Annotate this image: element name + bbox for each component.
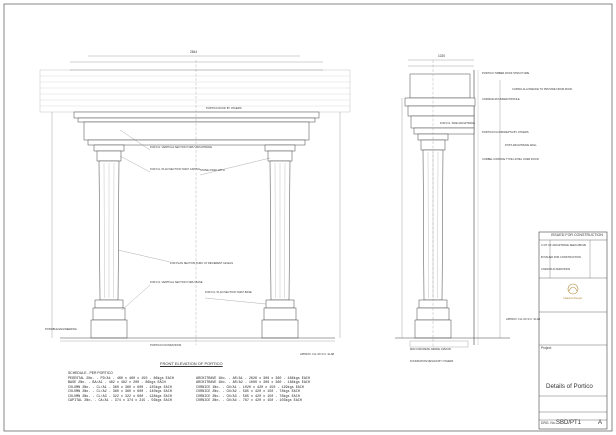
side-note-roof: PORTICO TIMBER ROOF STRUCTURE	[482, 72, 530, 75]
side-note-coping: COPING ALLOWANCE TO PROVIDE FROM ROOF	[512, 88, 573, 91]
drawing-number: SBD/PT1	[556, 420, 582, 426]
title-block-frame	[539, 232, 607, 429]
issue-status: ISSUED FOR CONSTRUCTION	[551, 233, 603, 237]
schedule-row: BASE 2No. - BA/A1 - 482 x 482 x 200 - 86kgs EACH	[68, 381, 166, 386]
schedule-row: COLUMN 2No. - CL/A3 - 322 x 322 x 600 - 128kgs EACH	[68, 394, 172, 399]
front-note-plan-base: FOR F.G. PLAN SECTION THRU' BASE	[205, 291, 252, 294]
drawing-number-label: DRG. No:-	[541, 421, 557, 425]
schedule-row: PEDESTAL 2No. - PD/A1 - 460 x 460 x 150 - 86kgs EACH	[68, 377, 174, 381]
side-note-cornice: CORNICE ROUNDED PROFILE	[482, 98, 520, 101]
side-elevation	[395, 60, 510, 350]
side-note-wall: POST ARCHITRAVE WALL	[505, 144, 537, 147]
schedule-row: CAPITAL 2No. - CA/A1 - 374 x 374 x 215 - 56kgs EACH	[68, 399, 172, 404]
schedule-right	[196, 377, 310, 403]
side-overall-dim: 1020	[438, 54, 446, 58]
front-note-roof: PORTICO ROOF BY OTHERS	[206, 107, 242, 110]
side-foundation-note: FOUNDATION DESIGN BY OTHERS	[410, 360, 454, 363]
side-slab-note: APPROX. LVL OF R.C. SLAB	[506, 318, 541, 321]
side-note-corbel: CORBEL CORNICE TYPE LINTEL OVER DOOR	[482, 158, 539, 161]
revision-row: C FIT OF ARCHITRAVE SEEN ABOVE	[541, 244, 587, 247]
schedule-row: COLUMN 2No. - CL/A2 - 360 x 360 x 600 - 140kgs EACH	[68, 390, 172, 395]
company-logo-icon	[568, 284, 578, 294]
right-column	[262, 145, 298, 338]
schedule-left	[68, 377, 174, 403]
front-slab-note: APPROX. LVL OF R.C. SLAB	[300, 353, 335, 356]
schedule-row: ARCHITRAVE 1No. - AR/A1 - 2626 x 306 x 360 - 488kgs EACH	[196, 377, 310, 381]
front-note-levels: FOR PLAN SECTION THRU' AT DIFFERENT LEVELS	[170, 262, 233, 265]
front-note-architrave: FOR F.G. VERTICAL SECTION THRU' ARCHITRAVE	[150, 146, 212, 149]
front-note-capital: FOR F.G. PLAN SECTION THRU' CAPITAL	[150, 168, 201, 171]
side-concrete-note: MIN CONCRETE GRADE C25/C30	[410, 348, 451, 351]
schedule-heading: SCHEDULE - PER PORTICO	[68, 371, 113, 375]
side-note-floor: PORTICO FLOOR/DEPTH BY OTHERS	[482, 131, 529, 134]
front-note-stone: STONE FIXED WITH	[200, 169, 225, 172]
left-column	[91, 145, 127, 338]
revision-letter: A	[598, 420, 603, 426]
schedule-row: CORNICE 2No. - CN/A2 - 585 x 420 x 150 - 78kgs EACH	[196, 390, 300, 395]
schedule-row: CORNICE 1No. - CN/A1 - 1020 x 420 x 150 - 129kgs EACH	[196, 385, 304, 390]
revision-row: B ISSUED FOR CONSTRUCTION	[541, 256, 581, 259]
front-overall-dim: 2844	[190, 50, 198, 54]
front-elevation	[40, 56, 350, 345]
project-label: Project:	[541, 346, 552, 350]
revision-row: A MINOR ALTERATIONS	[541, 268, 571, 271]
front-note-engineering: POSSIBLE ENGINEERING	[45, 328, 77, 331]
drawing-title: Details of Portico	[546, 383, 593, 390]
schedule-row: CORNICE 2No. - CN/A4 - 767 x 420 x 150 - 103kgs EACH	[196, 399, 302, 404]
schedule-row: ARCHITRAVE 1No. - AR/A2 - 1000 x 306 x 360 - 186kgs EACH	[196, 381, 310, 386]
front-note-foundations: PORTICO FOUNDATIONS	[150, 344, 182, 347]
schedule-row: CORNICE 2No. - CN/A3 - 585 x 420 x 150 - 78kgs EACH	[196, 394, 300, 399]
front-note-vert-base: FOR F.G. VERTICAL SECTION THRU' BASE	[150, 281, 203, 284]
side-note-architrave: FOR F.G. SIDE ARCHITRAVE	[440, 122, 475, 125]
schedule-row: COLUMN 2No. - CL/A1 - 360 x 360 x 600 - 135kgs EACH	[68, 385, 172, 390]
company-name: Classical Design	[563, 297, 583, 300]
front-elevation-title: FRONT ELEVATION OF PORTICO	[160, 361, 223, 366]
